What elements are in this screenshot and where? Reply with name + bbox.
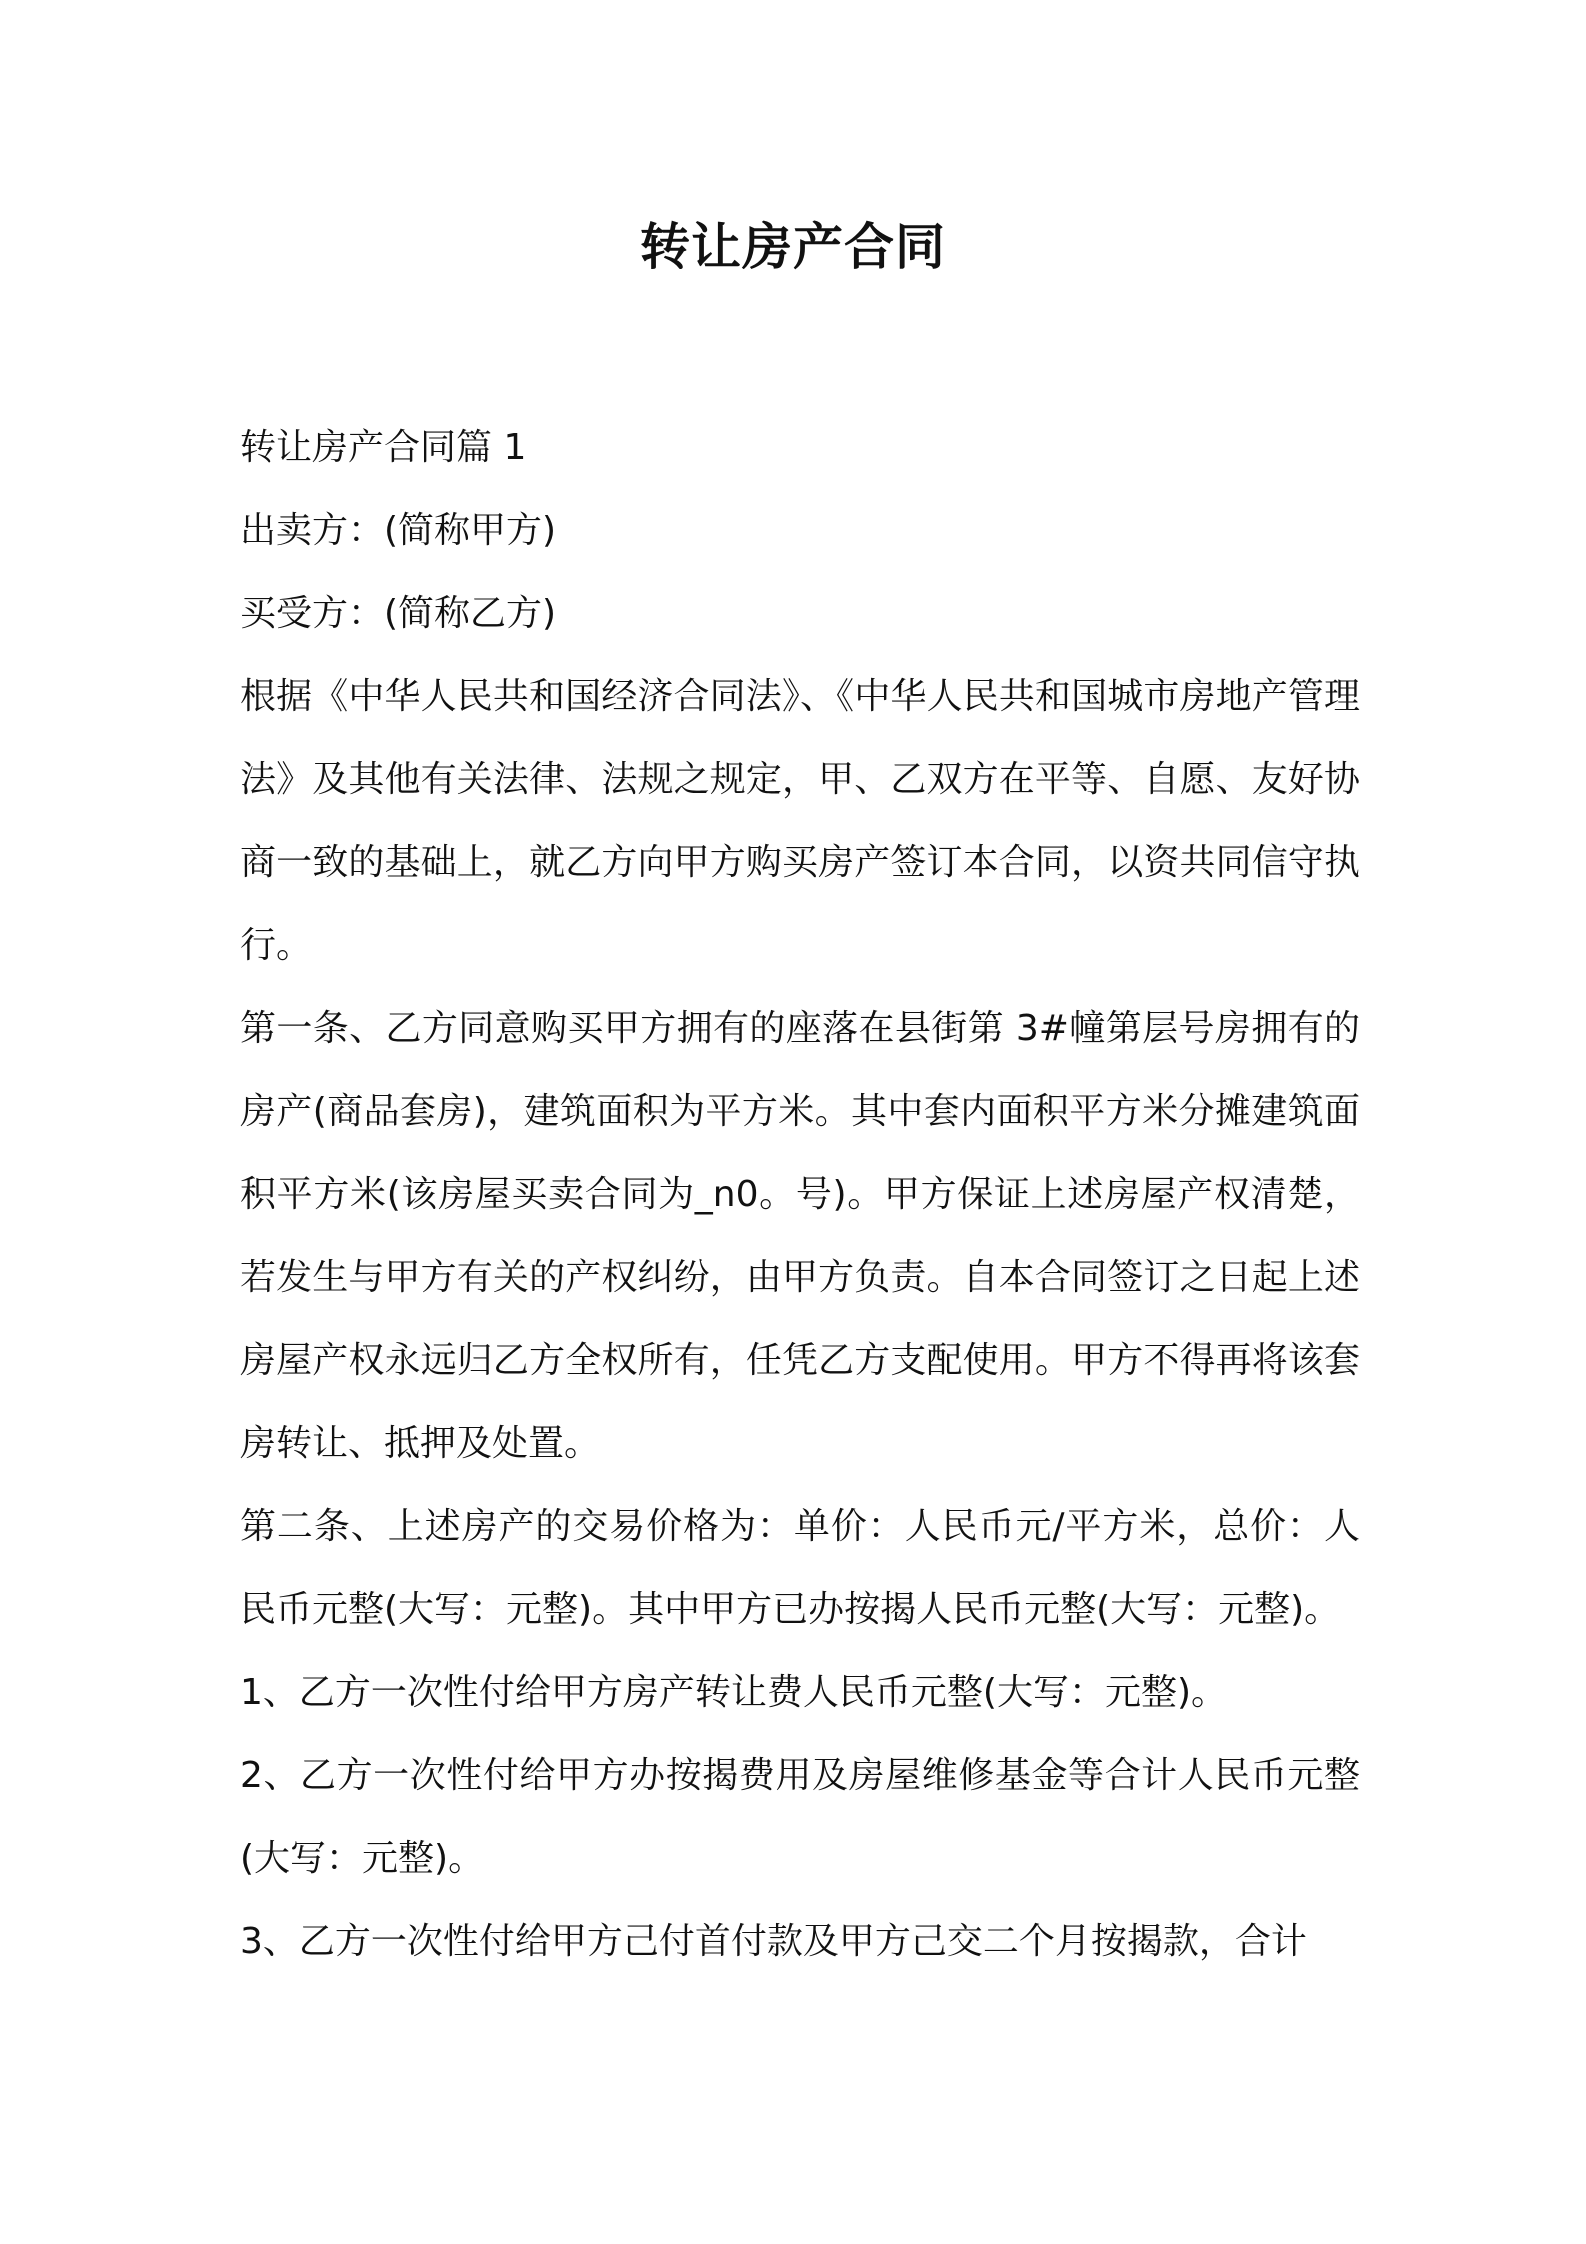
article-1-paragraph: 第一条、乙方同意购买甲方拥有的座落在县街第 3#幢第层号房拥有的房产(商品套房)，建筑面积为平方米。其中套内面积平方米分摊建筑面积平方米(该房屋买卖合同为_n0。号)。甲方保证上述房屋产权清楚，若发生与甲方有关的产权纠纷，由甲方负责。自本合同签订之日起上述房屋产权永远归乙方全权所有，任凭乙方支配使用。甲方不得再将该套房转让、抵押及处置。 [240,1008,1360,1464]
buyer-line: 买受方：(简称乙方) [240,593,557,634]
article-2-paragraph: 第二条、上述房产的交易价格为：单价：人民币元/平方米，总价：人民币元整(大写：元整)。其中甲方已办按揭人民币元整(大写：元整)。 [240,1506,1360,1630]
section-heading: 转让房产合同篇 1 [240,427,527,468]
seller-line: 出卖方：(简称甲方) [240,510,557,551]
document-body [240,406,1360,1983]
payment-item-2: 2、乙方一次性付给甲方办按揭费用及房屋维修基金等合计人民币元整(大写：元整)。 [240,1755,1360,1879]
payment-item-1: 1、乙方一次性付给甲方房产转让费人民币元整(大写：元整)。 [240,1672,1227,1713]
preamble-paragraph: 根据《中华人民共和国经济合同法》、《中华人民共和国城市房地产管理法》及其他有关法律、法规之规定，甲、乙双方在平等、自愿、友好协商一致的基础上，就乙方向甲方购买房产签订本合同，以资共同信守执行。 [240,676,1360,966]
document-title: 转让房产合同 [640,218,946,276]
payment-item-3: 3、乙方一次性付给甲方己付首付款及甲方己交二个月按揭款，合计 [240,1921,1307,1962]
